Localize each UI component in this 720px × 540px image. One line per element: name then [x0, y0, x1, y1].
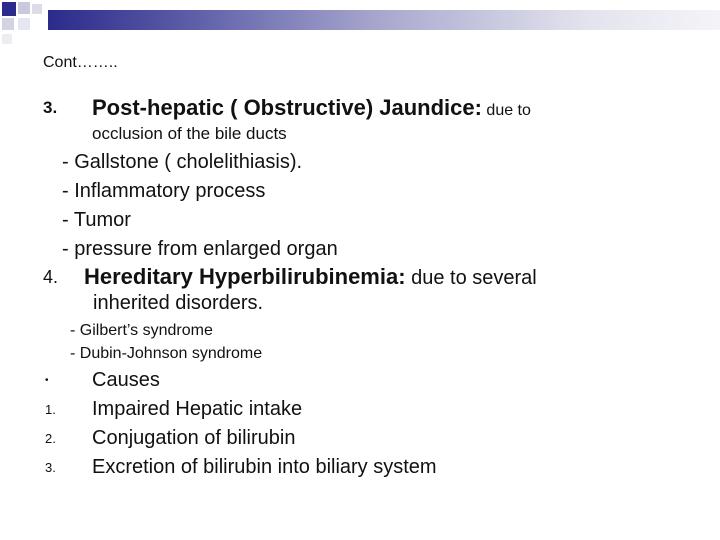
list-item: - Inflammatory process [62, 180, 266, 202]
decor-square [18, 18, 30, 30]
section-4-number: 4. [43, 267, 59, 287]
section-3-heading [92, 95, 531, 121]
decor-square [18, 2, 30, 14]
section-3-suffix: due to [481, 102, 531, 119]
section-4-continuation: inherited disorders. [93, 292, 264, 314]
list-item-text: Conjugation of bilirubin [92, 427, 296, 449]
list-item-text: Impaired Hepatic intake [92, 398, 303, 420]
slide-header-bar [48, 10, 720, 30]
section-4-title: Hereditary Hyperbilirubinemia: [84, 264, 406, 289]
list-item: - Gilbert’s syndrome [70, 322, 213, 339]
list-item: - pressure from enlarged organ [62, 238, 338, 260]
list-item: - Tumor [62, 209, 131, 231]
list-item-text: Causes [92, 369, 160, 391]
decor-square [32, 4, 42, 14]
section-3-number: 3. [43, 98, 58, 117]
decor-square [2, 34, 12, 44]
number-marker: 2. [45, 431, 56, 446]
decor-square [2, 18, 14, 30]
number-marker: 3. [45, 460, 56, 475]
list-item: - Gallstone ( cholelithiasis). [62, 151, 303, 173]
section-4-list [70, 319, 262, 365]
section-4-heading [84, 264, 537, 290]
decor-square [2, 2, 16, 16]
section-3-continuation: occlusion of the bile ducts [92, 124, 287, 143]
section-3-list [62, 148, 338, 264]
number-marker: 1. [45, 402, 56, 417]
section-4-suffix: due to several [405, 267, 537, 289]
section-3-title: Post-hepatic ( Obstructive) Jaundice: [92, 95, 482, 120]
list-item-text: Excretion of bilirubin into biliary system [92, 456, 437, 478]
bullet-marker: • [45, 375, 49, 386]
list-item: - Dubin-Johnson syndrome [70, 345, 263, 362]
continued-label: Cont…….. [43, 54, 118, 71]
